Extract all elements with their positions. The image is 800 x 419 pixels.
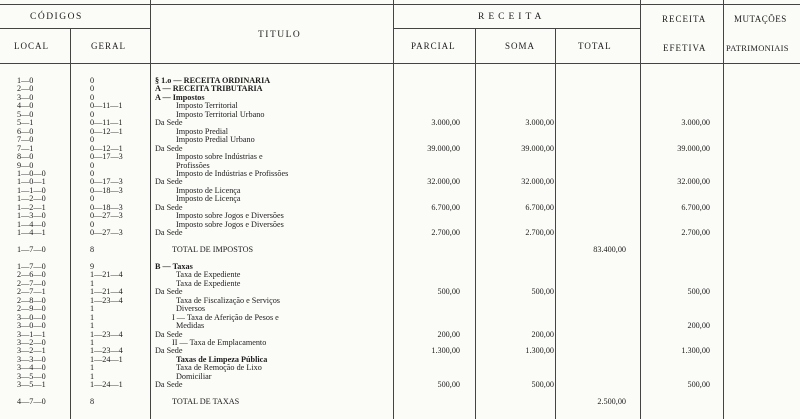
cell-local: 5—0 [17,109,34,119]
cell-local: 6—0 [17,126,34,136]
cell-efetiva: 39.000,00 [677,143,710,153]
cell-geral: 1—24—1 [90,354,123,364]
cell-titulo: A — Impostos [155,92,205,102]
cell-titulo: Imposto Territorial Urbano [176,109,265,119]
cell-geral: 0—17—3 [90,177,123,187]
cell-geral: 1 [90,363,95,373]
cell-local: 3—4—0 [17,363,46,373]
cell-titulo: Imposto de Indústrias e Profissões [176,168,289,178]
header-parcial: PARCIAL [411,41,456,51]
header-codigos: CÓDIGOS [30,12,83,22]
cell-geral: 0—12—1 [90,126,123,136]
cell-soma: 500,00 [531,380,554,390]
cell-titulo: Da Sede [155,202,183,212]
cell-soma: 6.700,00 [525,202,554,212]
cell-local: 1—2—1 [17,202,46,212]
cell-local: 3—0—0 [17,321,46,331]
cell-geral: 0 [90,160,95,170]
cell-local: 7—1 [17,143,34,153]
cell-titulo: Imposto sobre Indústrias e [176,152,263,162]
cell-parcial: 1.300,00 [431,346,460,356]
cell-geral: 0—27—3 [90,211,123,221]
table-row [0,397,800,407]
cell-titulo: II — Taxa de Emplacamento [172,337,267,347]
cell-geral: 8 [90,397,95,407]
cell-titulo: Imposto de Licença [176,194,241,204]
cell-titulo: Imposto de Licença [176,185,241,195]
cell-soma: 2.700,00 [525,228,554,238]
cell-geral: 0 [90,84,95,94]
header-mid-rule [0,28,150,29]
cell-geral: 0—17—3 [90,152,123,162]
cell-local: 1—0—1 [17,177,46,187]
cell-parcial: 200,00 [437,329,460,339]
cell-local: 2—8—0 [17,295,46,305]
cell-local: 1—4—1 [17,228,46,238]
cell-efetiva: 200,00 [687,321,710,331]
cell-titulo: Imposto Predial [176,126,229,136]
cell-geral: 1 [90,312,95,322]
cell-efetiva: 6.700,00 [681,202,710,212]
cell-titulo: Da Sede [155,346,183,356]
header-soma: SOMA [505,41,536,51]
cell-geral: 8 [90,245,95,254]
cell-local: 7—0 [17,135,34,145]
header-local: LOCAL [14,41,49,51]
cell-titulo: Profissões [176,160,210,170]
cell-efetiva: 2.700,00 [681,228,710,238]
cell-local: 9—0 [17,160,34,170]
cell-titulo: Imposto Predial Urbano [176,135,255,145]
cell-geral: 1—24—1 [90,380,123,390]
cell-soma: 200,00 [531,329,554,339]
cell-efetiva: 1.300,00 [681,346,710,356]
cell-geral: 0 [90,194,95,204]
cell-local: 3—2—1 [17,346,46,356]
cell-local: 3—3—0 [17,354,46,364]
cell-soma: 3.000,00 [525,118,554,128]
cell-total: 83.400,00 [593,245,626,254]
cell-efetiva: 3.000,00 [681,118,710,128]
cell-geral: 1 [90,278,95,288]
cell-titulo: Taxas de Limpeza Pública [176,354,268,364]
cell-local: 3—0—0 [17,312,46,322]
cell-titulo: Da Sede [155,228,183,238]
cell-local: 1—7—0 [17,261,46,271]
cell-titulo: Da Sede [155,177,183,187]
cell-geral: 0 [90,76,95,85]
cell-efetiva: 32.000,00 [677,177,710,187]
cell-titulo: Da Sede [155,329,183,339]
cell-local: 5—1 [17,118,34,128]
cell-geral: 0 [90,135,95,145]
cell-titulo: TOTAL DE IMPOSTOS [172,245,254,254]
cell-parcial: 32.000,00 [427,177,460,187]
header-bottom-rule [0,63,800,64]
cell-soma: 500,00 [531,287,554,297]
cell-local: 3—2—0 [17,337,46,347]
cell-efetiva: 500,00 [687,287,710,297]
cell-geral: 1—21—4 [90,287,123,297]
cell-local: 1—3—0 [17,211,46,221]
cell-geral: 0—18—3 [90,202,123,212]
cell-geral: 0—27—3 [90,228,123,238]
cell-titulo: A — RECEITA TRIBUTARIA [155,84,263,94]
cell-local: 1—7—0 [17,245,46,254]
cell-geral: 1 [90,337,95,347]
cell-geral: 1—21—4 [90,270,123,280]
cell-parcial: 39.000,00 [427,143,460,153]
cell-geral: 1—23—4 [90,329,123,339]
cell-geral: 0 [90,92,95,102]
cell-local: 3—5—0 [17,371,46,381]
cell-local: 1—0 [17,76,34,85]
cell-titulo: Imposto sobre Jogos e Diversões [176,219,284,229]
header-mid-rule-receita [393,28,640,29]
cell-local: 4—7—0 [17,397,46,407]
cell-titulo: Taxa de Remoção de Lixo [176,363,262,373]
cell-geral: 1 [90,304,95,314]
cell-titulo: Domiciliar [176,371,212,381]
cell-geral: 0—18—3 [90,185,123,195]
cell-geral: 1 [90,321,95,331]
cell-titulo: Medidas [176,321,205,331]
cell-geral: 0 [90,109,95,119]
cell-local: 3—1—1 [17,329,46,339]
cell-parcial: 500,00 [437,287,460,297]
cell-soma: 32.000,00 [521,177,554,187]
cell-efetiva: 500,00 [687,380,710,390]
cell-titulo: Taxa de Fiscalização e Serviços [176,295,280,305]
cell-titulo: Imposto sobre Jogos e Diversões [176,211,284,221]
cell-titulo: B — Taxas [155,261,193,271]
cell-total: 2.500,00 [597,397,626,407]
cell-titulo: Imposto Territorial [176,101,238,111]
header-mutacoes-1: MUTAÇÕES [734,14,787,24]
cell-titulo: I — Taxa de Aferição de Pesos e [172,312,279,322]
cell-local: 1—1—0 [17,185,46,195]
cell-titulo: Taxa de Expediente [176,270,241,280]
cell-local: 1—0—0 [17,168,46,178]
cell-parcial: 3.000,00 [431,118,460,128]
header-receita-efetiva-2: EFETIVA [663,43,707,53]
cell-local: 3—5—1 [17,380,46,390]
cell-local: 2—6—0 [17,270,46,280]
cell-local: 1—2—0 [17,194,46,204]
cell-geral: 0 [90,219,95,229]
top-rule [0,4,800,5]
cell-titulo: Da Sede [155,380,183,390]
cell-soma: 39.000,00 [521,143,554,153]
cell-titulo: Da Sede [155,143,183,153]
cell-parcial: 6.700,00 [431,202,460,212]
header-receita-efetiva-1: RECEITA [662,14,707,24]
cell-local: 4—0 [17,101,34,111]
cell-soma: 1.300,00 [525,346,554,356]
cell-geral: 0—11—1 [90,118,123,128]
cell-local: 1—4—0 [17,219,46,229]
cell-local: 2—7—0 [17,278,46,288]
cell-geral: 0 [90,168,95,178]
cell-geral: 1—23—4 [90,346,123,356]
cell-geral: 0—11—1 [90,101,123,111]
header-receita: RECEITA [478,12,546,22]
header-mutacoes-2: PATRIMONIAIS [726,43,789,53]
cell-geral: 9 [90,261,95,271]
cell-titulo: Da Sede [155,118,183,128]
cell-geral: 0—12—1 [90,143,123,153]
cell-local: 2—9—0 [17,304,46,314]
header-total: TOTAL [578,41,612,51]
cell-titulo: Taxa de Expediente [176,278,241,288]
cell-local: 3—0 [17,92,34,102]
cell-titulo: Diversos [176,304,206,314]
cell-parcial: 2.700,00 [431,228,460,238]
cell-titulo: § 1.o — RECEITA ORDINARIA [155,76,271,85]
cell-local: 2—0 [17,84,34,94]
cell-geral: 1—23—4 [90,295,123,305]
cell-local: 2—7—1 [17,287,46,297]
header-geral: GERAL [91,41,126,51]
header-titulo: TITULO [258,30,302,40]
cell-local: 8—0 [17,152,34,162]
cell-parcial: 500,00 [437,380,460,390]
cell-geral: 1 [90,371,95,381]
cell-titulo: Da Sede [155,287,183,297]
cell-titulo: TOTAL DE TAXAS [172,397,240,407]
